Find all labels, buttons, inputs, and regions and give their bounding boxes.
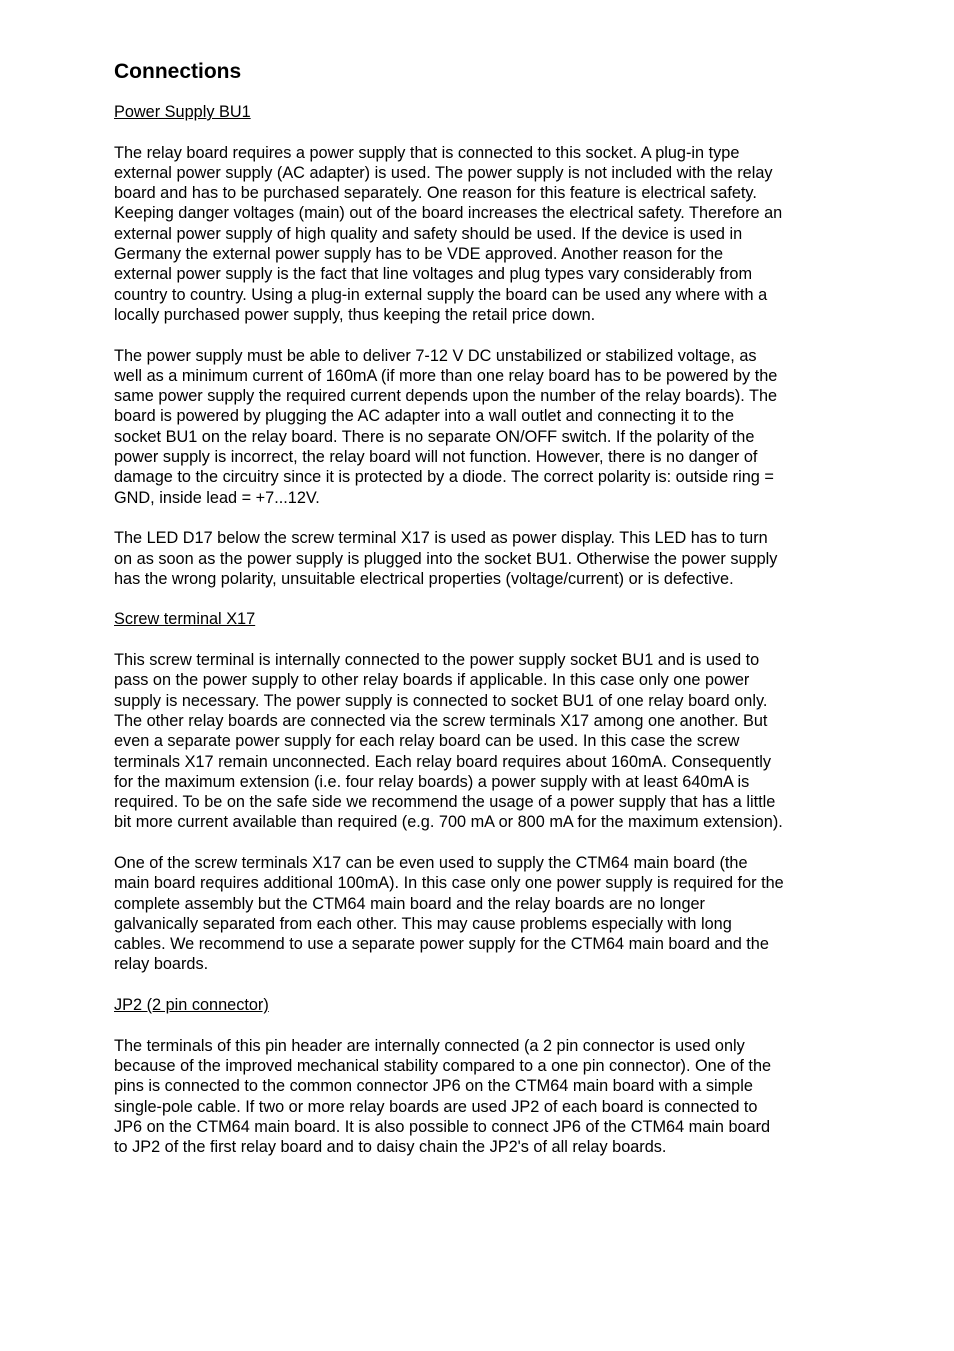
text-line: This screw terminal is internally connected to the power supply socket BU1 and is used to (114, 651, 760, 670)
section-jp2-connector (114, 995, 849, 1157)
text-line: galvanically separated from each other. This may cause problems especially with long (114, 914, 732, 933)
text-line: locally purchased power supply, thus keeping the retail price down. (114, 305, 596, 324)
text-line: One of the screw terminals X17 can be even used to supply the CTM64 main board (the (114, 853, 748, 872)
section-heading: Screw terminal X17 (114, 610, 256, 629)
text-line: board is powered by plugging the AC adapter into a wall outlet and connecting it to the (114, 407, 735, 426)
text-line: same power supply the required current depends upon the number of the relay boards). The (114, 387, 778, 406)
text-line: to JP2 of the first relay board and to daisy chain the JP2's of all relay boards. (114, 1138, 667, 1157)
section-heading: Power Supply BU1 (114, 103, 251, 121)
text-line: country to country. Using a plug-in external supply the board can be used any where with a (114, 285, 768, 304)
text-line: complete assembly but the CTM64 main board and the relay boards are no longer (114, 894, 705, 913)
text-line: even a separate power supply for each relay board can be used. In this case the screw (114, 732, 740, 751)
text-line: supply is necessary. The power supply is connected to socket BU1 of one relay board only. (114, 691, 768, 710)
text-line: single-pole cable. If two or more relay boards are used JP2 of each board is connected to (114, 1097, 758, 1116)
text-line: socket BU1 on the relay board. There is no separate ON/OFF switch. If the polarity of the (114, 427, 755, 446)
text-line: external power supply (AC adapter) is used. The power supply is not included with the relay (114, 163, 773, 182)
text-line: main board requires additional 100mA). In this case only one power supply is required for the (114, 874, 784, 893)
paragraph (114, 1036, 849, 1158)
text-line: Germany the external power supply has to be VDE approved. Another reason for the (114, 245, 724, 264)
text-line: board and has to be purchased separately. One reason for this feature is electrical safety. (114, 184, 757, 203)
text-line: The LED D17 below the screw terminal X17 is used as power display. This LED has to turn (114, 529, 768, 548)
text-line: The other relay boards are connected via the screw terminals X17 among one another. But (114, 711, 768, 730)
text-line: GND, inside lead = +7...12V. (114, 488, 320, 507)
text-line: pass on the power supply to other relay boards if applicable. In this case only one power (114, 671, 750, 690)
text-line: JP6 on the CTM64 main board. It is also possible to connect JP6 of the CTM64 main board (114, 1117, 771, 1136)
text-line: pins is connected to the common connector JP6 on the CTM64 main board with a simple (114, 1077, 753, 1096)
text-line: damage to the circuitry since it is protected by a diode. The correct polarity is: outside ring = (114, 468, 774, 487)
section-power-supply-bu1 (114, 102, 849, 589)
paragraph (114, 346, 849, 508)
paragraph (114, 528, 849, 589)
text-line: relay boards. (114, 955, 209, 974)
text-line: Keeping danger voltages (main) out of the board increases the electrical safety. Therefore an (114, 204, 783, 223)
text-line: external power supply is the fact that line voltages and plug types vary considerably from (114, 265, 753, 284)
text-line: cables. We recommend to use a separate power supply for the CTM64 main board and the (114, 935, 769, 954)
paragraph (114, 143, 849, 326)
text-line: has the wrong polarity, unsuitable electrical properties (voltage/current) or is defective. (114, 569, 734, 588)
text-line: power supply is incorrect, the relay board will not function. However, there is no danger of (114, 448, 758, 467)
section-screw-terminal-x17 (114, 609, 849, 974)
page-title: Connections (114, 60, 242, 83)
document-page (114, 58, 849, 1178)
text-line: for the maximum extension (i.e. four relay boards) a power supply with at least 640mA is (114, 772, 750, 791)
text-line: The relay board requires a power supply that is connected to this socket. A plug-in type (114, 143, 740, 162)
text-line: external power supply of high quality and safety should be used. If the device is used in (114, 224, 743, 243)
text-line: The power supply must be able to deliver 7-12 V DC unstabilized or stabilized voltage, as (114, 346, 757, 365)
text-line: well as a minimum current of 160mA (if more than one relay board has to be powered by the (114, 366, 778, 385)
text-line: The terminals of this pin header are internally connected (a 2 pin connector is used only (114, 1036, 745, 1055)
section-heading: JP2 (2 pin connector) (114, 996, 269, 1015)
text-line: required. To be on the safe side we recommend the usage of a power supply that has a little (114, 793, 776, 812)
paragraph (114, 853, 849, 975)
text-line: bit more current available than required (e.g. 700 mA or 800 mA for the maximum extension). (114, 813, 783, 832)
paragraph (114, 650, 849, 833)
text-line: because of the improved mechanical stability compared to a one pin connector). One of the (114, 1056, 772, 1075)
text-line: on as soon as the power supply is plugged into the socket BU1. Otherwise the power supply (114, 549, 778, 568)
text-line: terminals X17 remain unconnected. Each relay board requires about 160mA. Consequently (114, 752, 772, 771)
